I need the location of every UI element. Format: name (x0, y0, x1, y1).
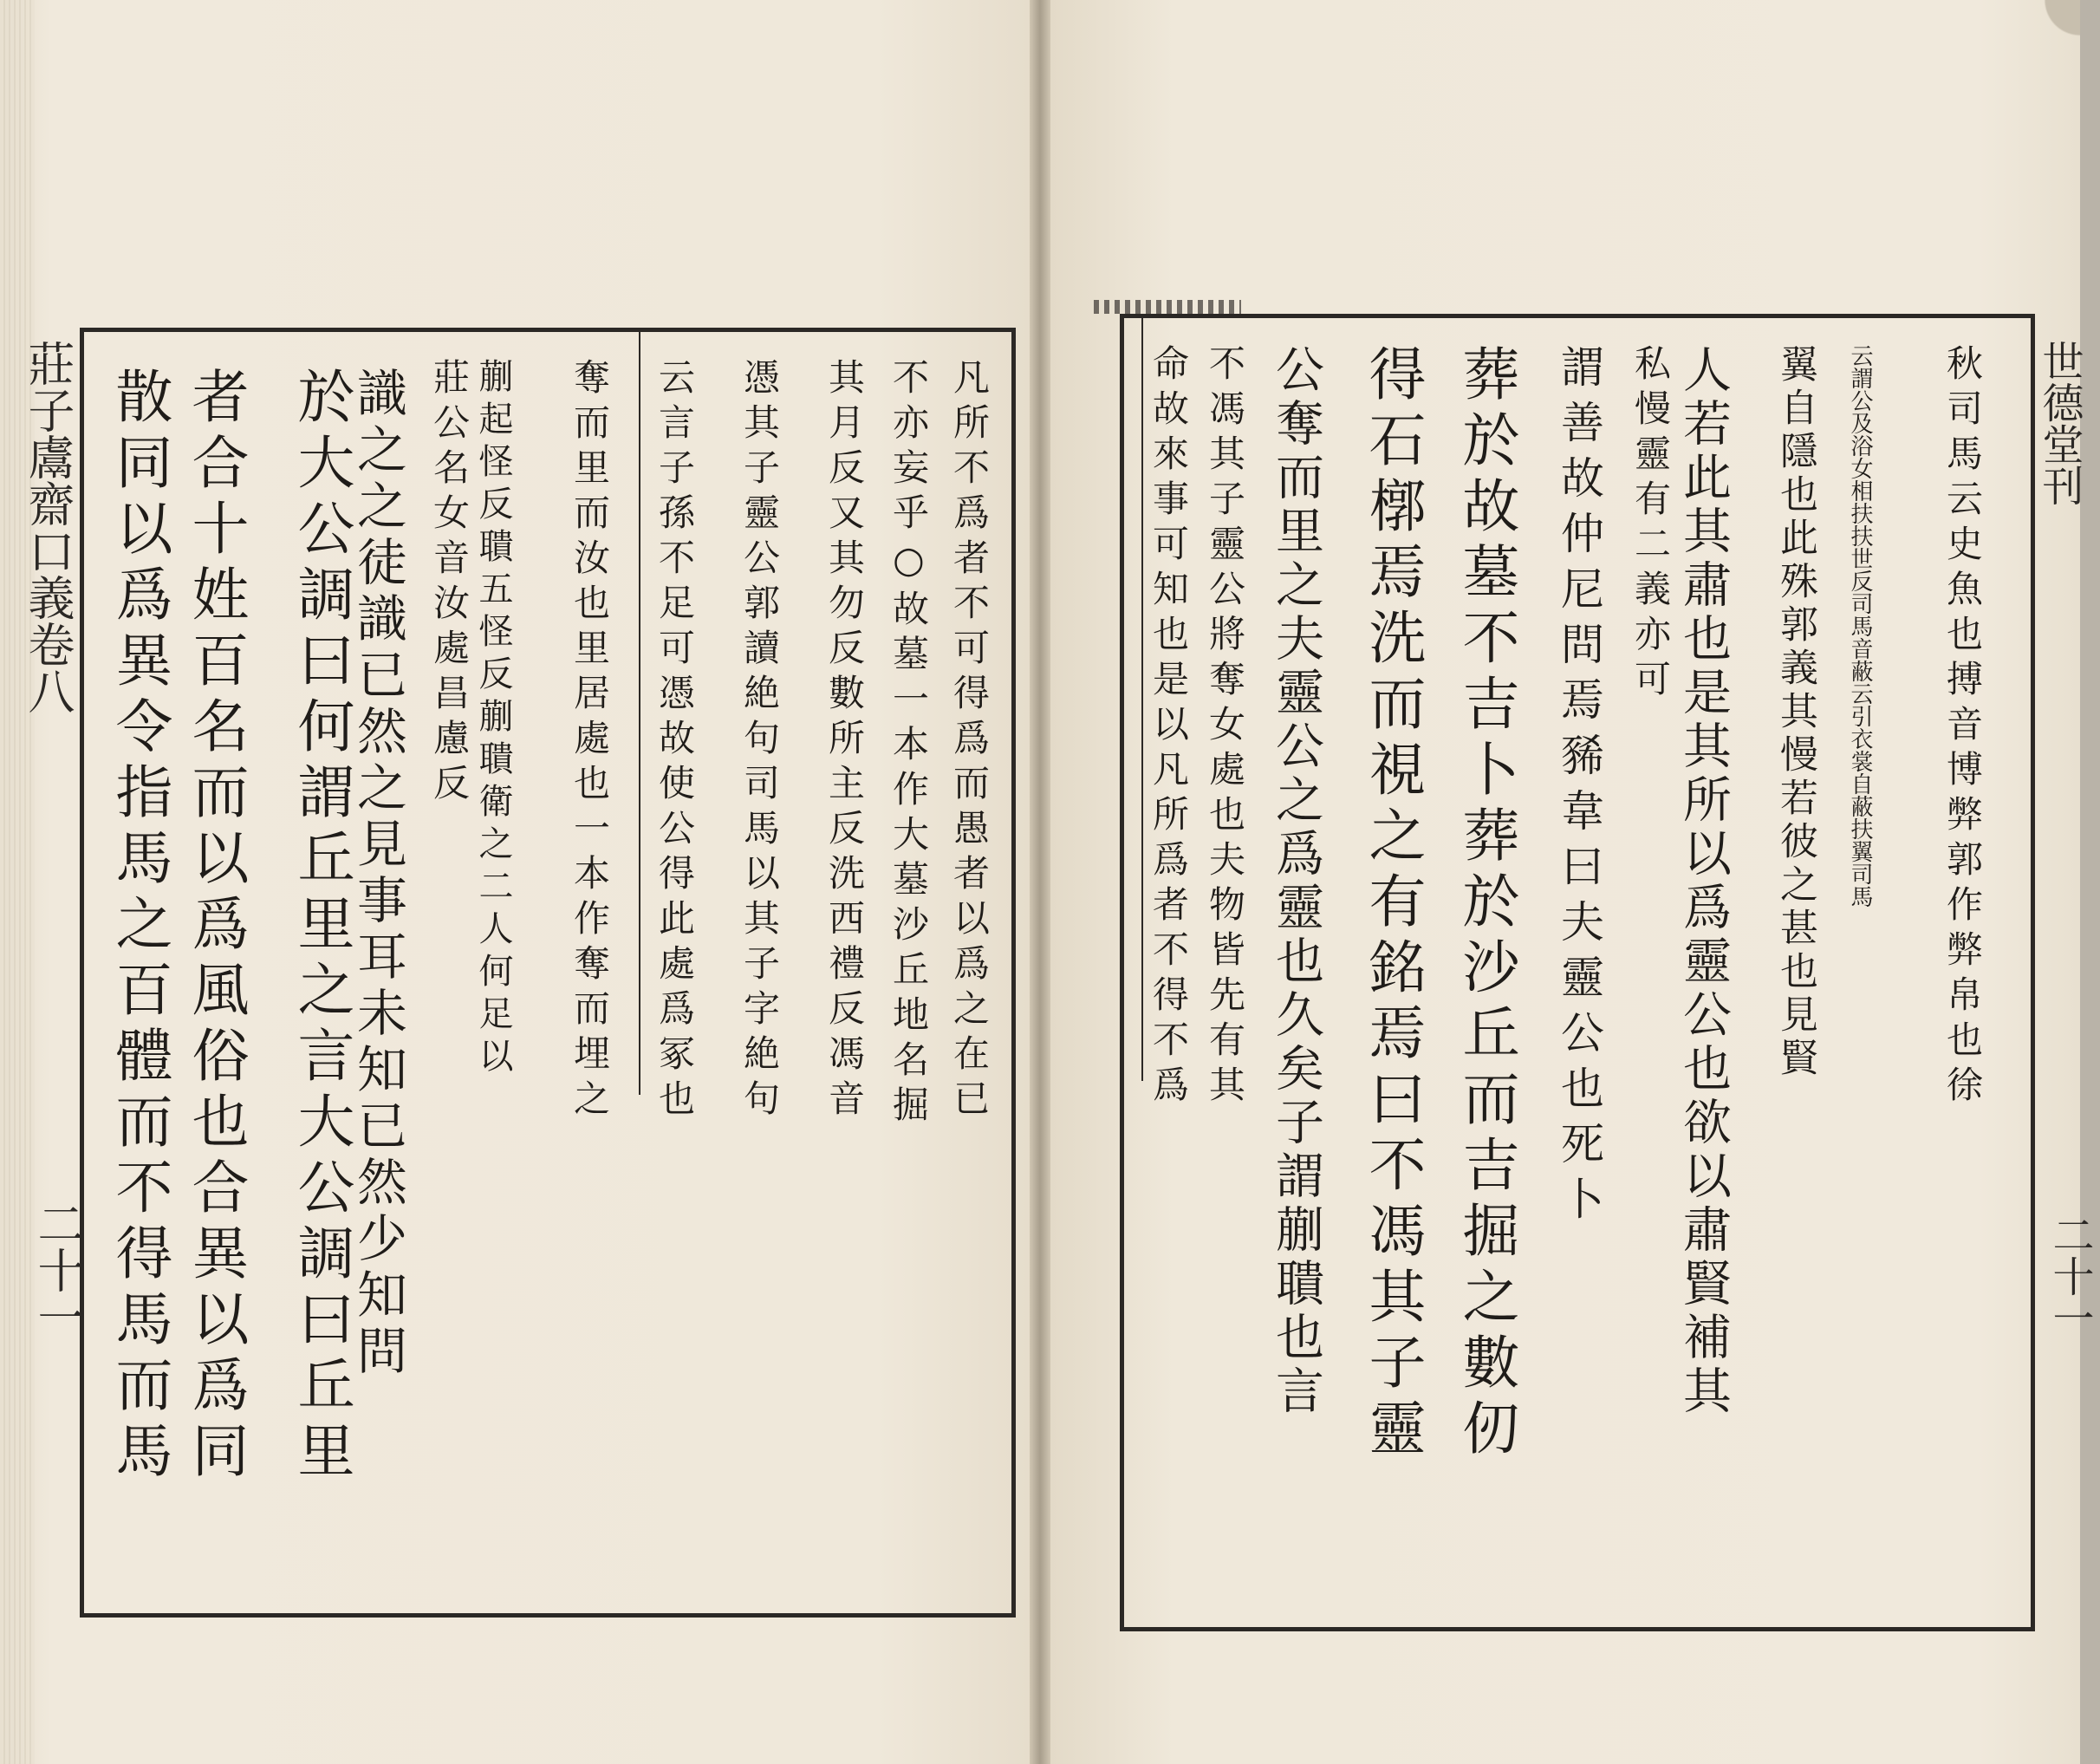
left-margin-title: 莊子鬳齋口義卷八 (21, 340, 75, 714)
text-column: 云謂公及浴女相扶扶世反司馬音蔽云引衣裳自蔽扶翼司馬 (1847, 344, 1873, 908)
text-column: 其月反又其勿反數所主反洗西禮反馮音 (823, 358, 866, 1124)
text-column: 云言子孫不足可憑故使公得此處爲冢也 (653, 358, 696, 1124)
text-column: 奪而里而汝也里居處也一本作奪而埋之 (569, 358, 611, 1124)
text-column: 者合十姓百名而以爲風俗也合異以爲同 (182, 367, 249, 1487)
left-text-frame (80, 328, 1016, 1618)
text-column: 人若此其肅也是其所以爲靈公也欲以肅賢補其 (1675, 344, 1732, 1419)
frame-divider (639, 332, 640, 1095)
text-column: 私慢靈有二義亦可 (1629, 344, 1672, 705)
text-column: 不馮其子靈公將奪女處也夫物皆先有其 (1204, 344, 1246, 1110)
text-column: 得石槨焉洗而視之有銘焉曰不馮其子靈 (1359, 344, 1426, 1464)
text-column: 識之之徒識已然之見事耳未知已然少知問 (348, 367, 407, 1381)
text-column: 憑其子靈公郭讀絶句司馬以其子字絶句 (738, 358, 781, 1124)
text-column: 謂善故仲尼問焉豨韋曰夫靈公也死卜 (1554, 344, 1604, 1232)
text-column: 不亦妄乎○故墓一本作大墓沙丘地名掘 (887, 358, 930, 1130)
text-column: 翼自隱也此殊郭義其慢若彼之甚也見賢 (1773, 344, 1817, 1081)
page-topmark (1094, 300, 1241, 314)
left-folio: 二十一 (30, 1200, 85, 1340)
text-column: 命故來事可知也是以凡所爲者不得不爲 (1148, 344, 1190, 1110)
right-folio: 二十一 (2045, 1214, 2094, 1338)
book-gutter (1030, 0, 1050, 1764)
right-page (1050, 0, 2094, 1764)
page-edge (0, 0, 35, 1764)
text-column: 秋司馬云史魚也搏音博弊郭作弊帛也徐 (1941, 344, 1984, 1110)
text-column: 於大公調曰何謂丘里之言大公調曰丘里 (288, 367, 354, 1487)
right-text-frame (1120, 314, 2035, 1631)
text-column: 散同以爲異令指馬之百體而不得馬而馬 (106, 367, 172, 1487)
text-column: 公奪而里之夫靈公之爲靈也久矣子謂蒯聵也言 (1268, 344, 1324, 1419)
text-column: 莊公名女音汝處昌慮反 (428, 358, 471, 809)
text-column: 葬於故墓不吉卜葬於沙丘而吉掘之數仞 (1453, 344, 1519, 1464)
left-page (0, 0, 1030, 1764)
text-column: 凡所不爲者不可得爲而愚者以爲之在已 (948, 358, 991, 1124)
right-margin-title: 世德堂刊 (2035, 340, 2084, 506)
frame-divider (1141, 318, 1143, 1081)
corner-wear (2019, 0, 2080, 61)
text-column: 蒯起怪反聵五怪反蒯聵衛之二人何足以 (473, 358, 513, 1080)
